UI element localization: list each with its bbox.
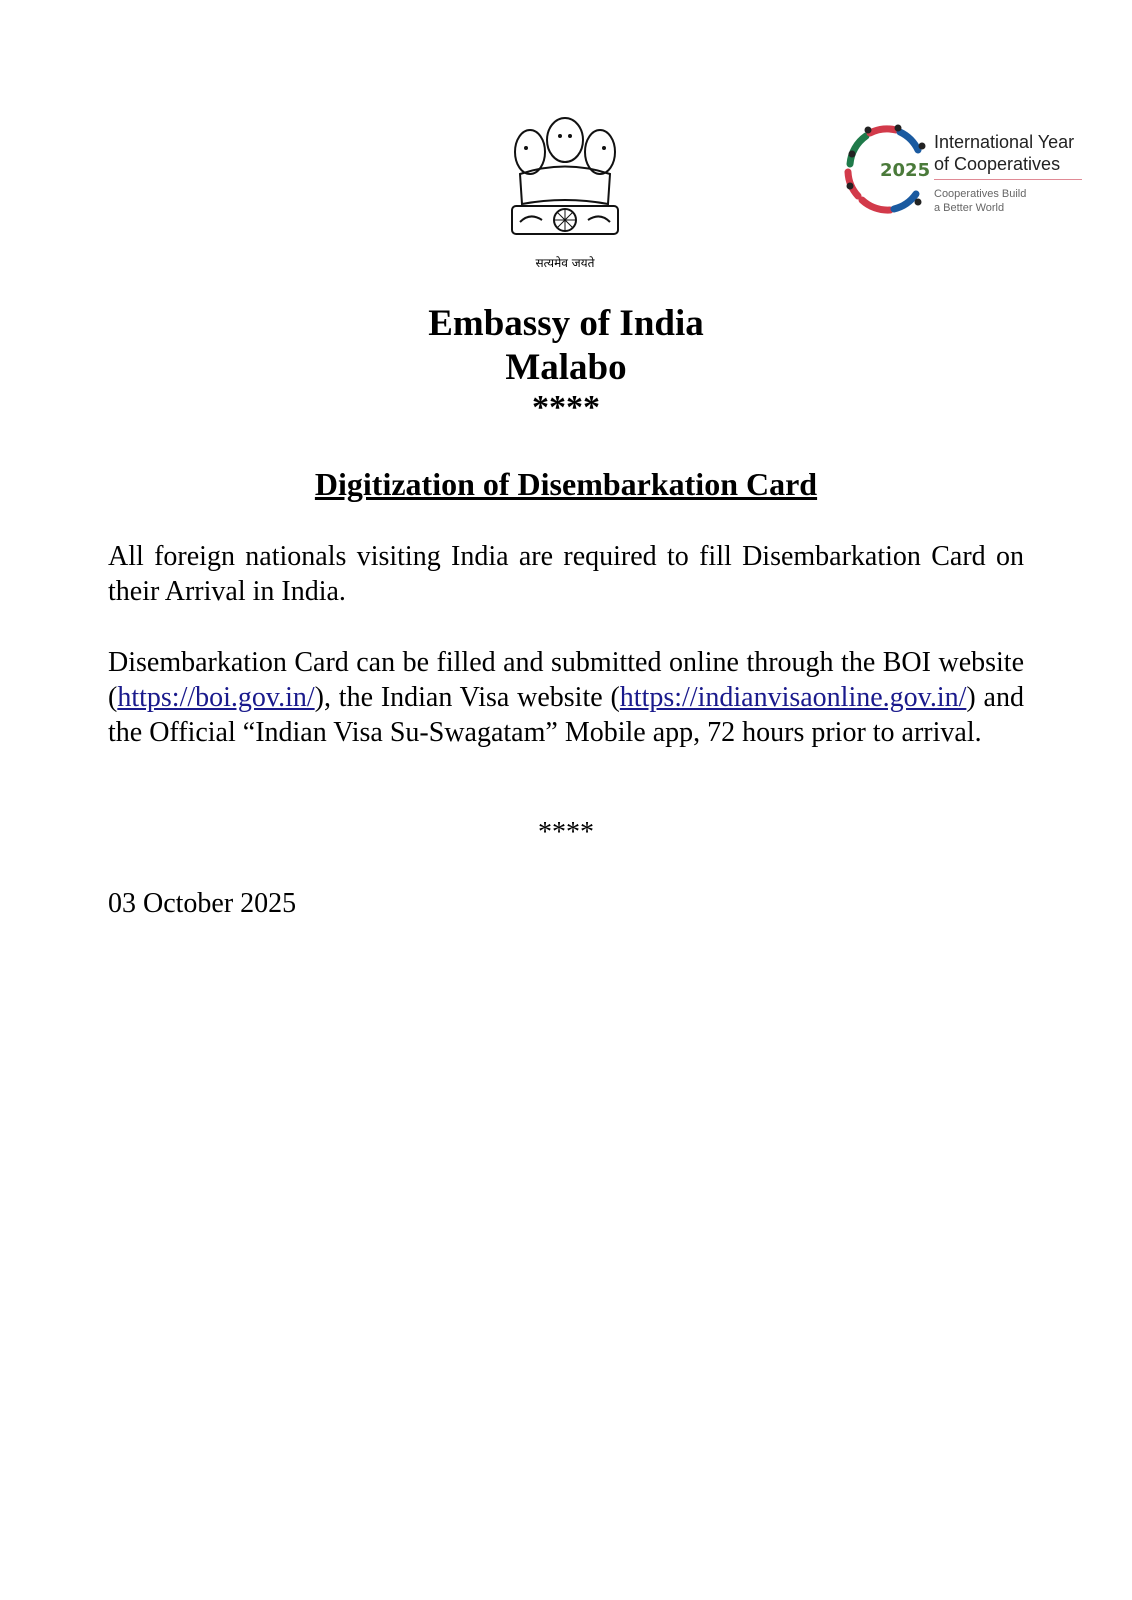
embassy-city: Malabo	[505, 347, 627, 388]
coop-divider	[934, 179, 1082, 180]
coop-tagline-line1: Cooperatives Build	[934, 188, 1027, 200]
state-emblem	[500, 104, 630, 274]
embassy-name: Embassy of India	[428, 303, 704, 344]
paragraph-requirement: All foreign nationals visiting India are required to fill Disembarkation Card on their Arrival in India.	[108, 541, 1024, 607]
document-date: 03 October 2025	[108, 888, 297, 919]
coop-title-line1: International Year	[934, 132, 1075, 152]
header-stars: ****	[532, 389, 600, 426]
p2-text-3: ) and the Official “Indian Visa Su-Swagatam” Mobile app, 72 hours prior to arrival.	[108, 682, 1024, 748]
coop-year: 2025	[880, 160, 931, 181]
state-emblem-icon	[500, 104, 630, 254]
indian-visa-website-link[interactable]: https://indianvisaonline.gov.in/	[619, 682, 967, 713]
page-title: Digitization of Disembarkation Card	[314, 466, 818, 502]
letterhead	[0, 302, 1132, 426]
cooperatives-logo	[838, 124, 1098, 224]
coop-tagline-line2: a Better World	[934, 202, 1005, 214]
p2-text-2: ), the Indian Visa website (	[314, 682, 620, 713]
emblem-motto: सत्यमेव जयते	[535, 256, 595, 270]
coop-title-line2: of Cooperatives	[934, 154, 1061, 174]
boi-website-link[interactable]: https://boi.gov.in/	[117, 682, 315, 713]
section-separator: ****	[538, 817, 594, 848]
p2-text-1: Disembarkation Card can be filled and submitted online through the BOI website (	[108, 647, 1024, 713]
paragraph-online-submission	[108, 645, 1024, 750]
